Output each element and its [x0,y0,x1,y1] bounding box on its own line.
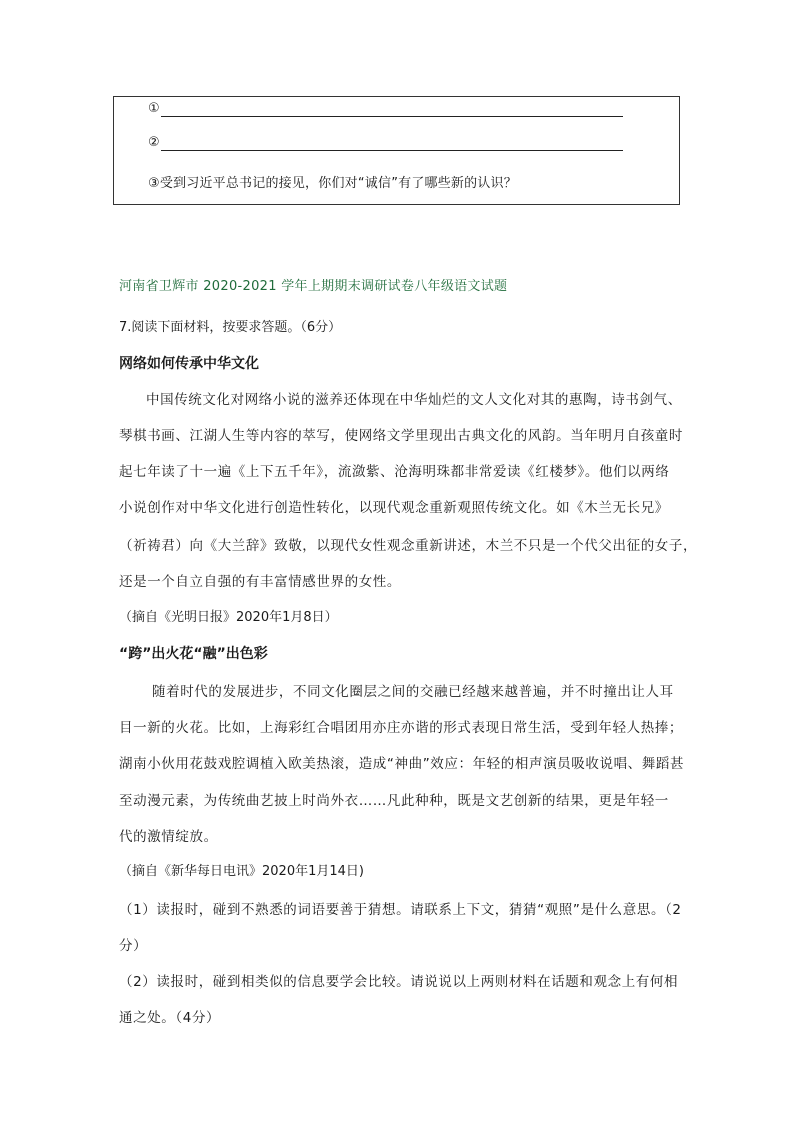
blank-1-line [161,102,623,117]
article-1-source: （摘自《光明日报》2020年1月8日） [119,610,338,625]
exam-source-title: 河南省卫辉市 2020-2021 学年上期期末调研试卷八年级语文试题 [119,279,508,294]
answer-blank-1[interactable] [148,101,623,117]
answer-blank-2[interactable] [148,135,623,151]
question-7-prompt: 7.阅读下面材料，按要求答题。（6分） [119,320,342,335]
article-1-line: 还是一个自立自强的有丰富情感世界的女性。 [119,574,401,590]
article-2-title: “跨”出火花“融”出色彩 [119,646,268,662]
article-1-line: 琴棋书画、江湖人生等内容的萃写，使网络文学里现出古典文化的风韵。当年明月自孩童时 [119,428,683,444]
blank-2-label: ② [148,135,160,150]
sub-question-2-cont: 通之处。（4分） [119,1010,221,1026]
article-2-line: 湖南小伙用花鼓戏腔调植入欧美热滚，造成“神曲”效应：年轻的相声演员吸收说唱、舞蹈甚 [119,756,685,772]
sub-question-1-cont: 分） [119,938,148,954]
sub-question-2: （2）读报时，碰到相类似的信息要学会比较。请说说以上两则材料在话题和观念上有何相 [119,974,679,990]
article-2-line: 随着时代的发展进步，不同文化圈层之间的交融已经越来越普遍，并不时撞出让人耳 [152,684,674,700]
article-2-source: （摘自《新华每日电讯》2020年1月14日) [119,864,364,879]
blank-1-label: ① [148,101,160,116]
article-1-line: 小说创作对中华文化进行创造性转化，以现代观念重新观照传统文化。如《木兰无长兄》 [119,500,669,516]
answer-box [113,96,680,205]
article-2-line: 代的激情绽放。 [119,829,218,845]
question-3-text: ③受到习近平总书记的接见，你们对“诚信”有了哪些新的认识？ [148,176,517,191]
article-2-line: 目一新的火花。比如，上海彩红合唱团用亦庄亦谐的形式表现日常生活，受到年轻人热捧； [119,720,683,736]
article-1-title: 网络如何传承中华文化 [119,356,259,372]
article-1-line: 起七年读了十一遍《上下五千年》，流潋紫、沧海明珠都非常爱读《红楼梦》。他们以两络 [119,464,670,480]
article-1-line: （祈祷君）向《大兰辞》致敬，以现代女性观念重新讲述，木兰不只是一个代父出征的女子， [119,538,698,554]
blank-2-line [161,136,623,151]
article-2-line: 至动漫元素，为传统曲艺披上时尚外衣……凡此种种，既是文艺创新的结果，更是年轻一 [119,793,669,809]
article-1-line: 中国传统文化对网络小说的滋养还体现在中华灿烂的文人文化对其的惠陶，诗书剑气、 [146,392,682,408]
sub-question-1: （1）读报时，碰到不熟悉的词语要善于猜想。请联系上下文，猜猜“观照”是什么意思。（2 [119,902,682,918]
